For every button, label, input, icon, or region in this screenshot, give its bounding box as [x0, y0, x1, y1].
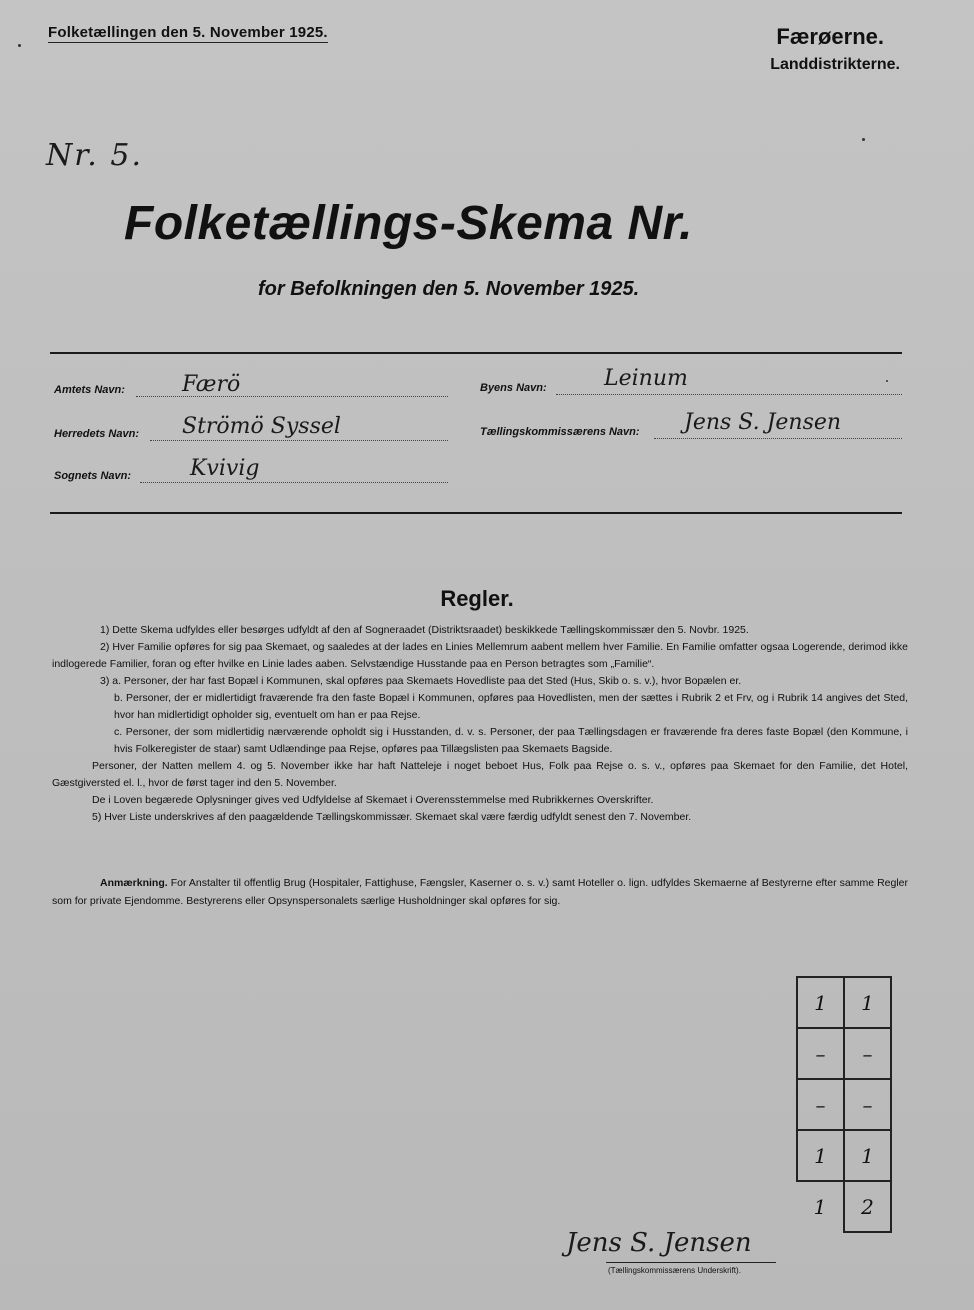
- tally-cell: 2: [844, 1181, 891, 1232]
- note-label: Anmærkning.: [100, 877, 168, 889]
- rule-3d: Personer, der Natten mellem 4. og 5. November ikke har haft Natteleje i noget beboet Hus, Folk paa Rejse o. s. v., opføres paa Skemaet for den Familie, det Hotel, Gæstgiversted el. l., hvor de først tager ind den 5. November.: [52, 760, 908, 789]
- rule-1: 1) Dette Skema udfyldes eller besørges udfyldt af den af Sogneraadet (Distriktsraadet) beskikkede Tællingskommissær den 5. Novbr. 1925.: [100, 624, 749, 636]
- scan-speck: [886, 380, 888, 382]
- rules-heading: [0, 586, 974, 612]
- sogn-value: Kvivig: [190, 456, 260, 481]
- tally-cell: –: [844, 1079, 891, 1130]
- amt-value: Færö: [182, 372, 241, 397]
- region-title: Færøerne.: [776, 24, 884, 49]
- by-label: Byens Navn:: [480, 382, 547, 394]
- tally-cell: 1: [797, 1181, 844, 1232]
- tally-row: [797, 977, 891, 1028]
- herred-value: Strömö Syssel: [182, 414, 341, 439]
- tally-cell: 1: [797, 977, 844, 1028]
- top-divider: [50, 352, 902, 354]
- tally-cell: –: [797, 1079, 844, 1130]
- rule-3c: c. Personer, der som midlertidig nærværende opholdt sig i Husstanden, d. v. s. Personer, der paa Tællingsdagen er fraværende fra deres faste Bopæl (den Kommune, i hvis Folkeregister de staar) samt Udlændinge paa Rejse, opføres paa Tillægslisten paa Skemaets Bagside.: [114, 726, 908, 755]
- rule-3b: b. Personer, der er midlertidigt fraværende fra den faste Bopæl i Kommunen, opføres paa Hovedlisten, men der sættes i Rubrik 2 et Frv, og i Rubrik 14 angives det Sted, hvor han midlertidigt opholder sig, eventuelt om han er paa Rejse.: [114, 692, 908, 721]
- tally-cell: 1: [844, 977, 891, 1028]
- form-title: Folketællings-Skema Nr.: [124, 197, 694, 250]
- tally-box: [796, 976, 892, 1219]
- kommissaer-line: [654, 438, 902, 439]
- commissioner-signature: Jens S. Jensen: [566, 1228, 752, 1258]
- tally-row: [797, 1130, 891, 1181]
- tally-cell: –: [844, 1028, 891, 1079]
- signature-caption: (Tællingskommissærens Underskrift).: [608, 1266, 741, 1275]
- region-subtitle: Landdistrikterne.: [770, 56, 900, 73]
- amt-label: Amtets Navn:: [54, 384, 125, 396]
- rules-heading-text: Regler.: [440, 586, 514, 611]
- rules-text: [52, 622, 908, 826]
- by-value: Leinum: [604, 366, 688, 391]
- census-date-header: Folketællingen den 5. November 1925.: [48, 24, 328, 41]
- by-line: [556, 394, 902, 395]
- kommissaer-value: Jens S. Jensen: [684, 410, 842, 435]
- bottom-divider: [50, 512, 902, 514]
- form-subtitle: for Befolkningen den 5. November 1925.: [258, 278, 640, 300]
- rule-4: De i Loven begærede Oplysninger gives ved Udfyldelse af Skemaet i Overensstemmelse med Rubrikkernes Overskrifter.: [92, 794, 654, 806]
- tally-row: [797, 1079, 891, 1130]
- herred-label: Herredets Navn:: [54, 428, 139, 440]
- sogn-label: Sognets Navn:: [54, 470, 132, 482]
- tally-cell: 1: [797, 1130, 844, 1181]
- tally-cell: –: [797, 1028, 844, 1079]
- note-text: [52, 874, 908, 910]
- herred-line: [150, 440, 448, 441]
- tally-row: [797, 1181, 891, 1232]
- tally-row: [797, 1028, 891, 1079]
- scan-speck: [862, 138, 865, 141]
- rule-2: 2) Hver Familie opføres for sig paa Skemaet, og saaledes at der lades en Linies Mellemrum aabent mellem hver Familie. En Familie omfatter ogsaa Logerende, derimod ikke indlogerede Familier, foran og efter hvilke en Linie lades aaben. Selvstændige Husstande paa en Person betragtes som „Familie“.: [52, 641, 908, 670]
- scan-speck: [18, 44, 21, 47]
- signature-line: [606, 1262, 776, 1263]
- rule-3a: 3) a. Personer, der har fast Bopæl i Kommunen, skal opføres paa Skemaets Hovedliste paa det Sted (Hus, Skib o. s. v.), hvor Bopælen er.: [100, 675, 742, 687]
- note-body: For Anstalter til offentlig Brug (Hospitaler, Fattighuse, Fængsler, Kaserner o. s. v.) samt Hoteller o. lign. udfyldes Skemaerne af Bestyrerne efter samme Regler som for private Ejendomme. Bestyrerens eller Opsynspersonalets særlige Husholdninger skal opføres for sig.: [52, 877, 908, 907]
- tally-table: [796, 976, 892, 1233]
- sogn-line: [140, 482, 448, 483]
- rule-5: 5) Hver Liste underskrives af den paagældende Tællingskommissær. Skemaet skal være færdig udfyldt senest den 7. November.: [92, 811, 692, 823]
- kommissaer-label: Tællingskommissærens Navn:: [480, 426, 640, 438]
- handwritten-form-number: Nr. 5.: [46, 138, 143, 173]
- tally-cell: 1: [844, 1130, 891, 1181]
